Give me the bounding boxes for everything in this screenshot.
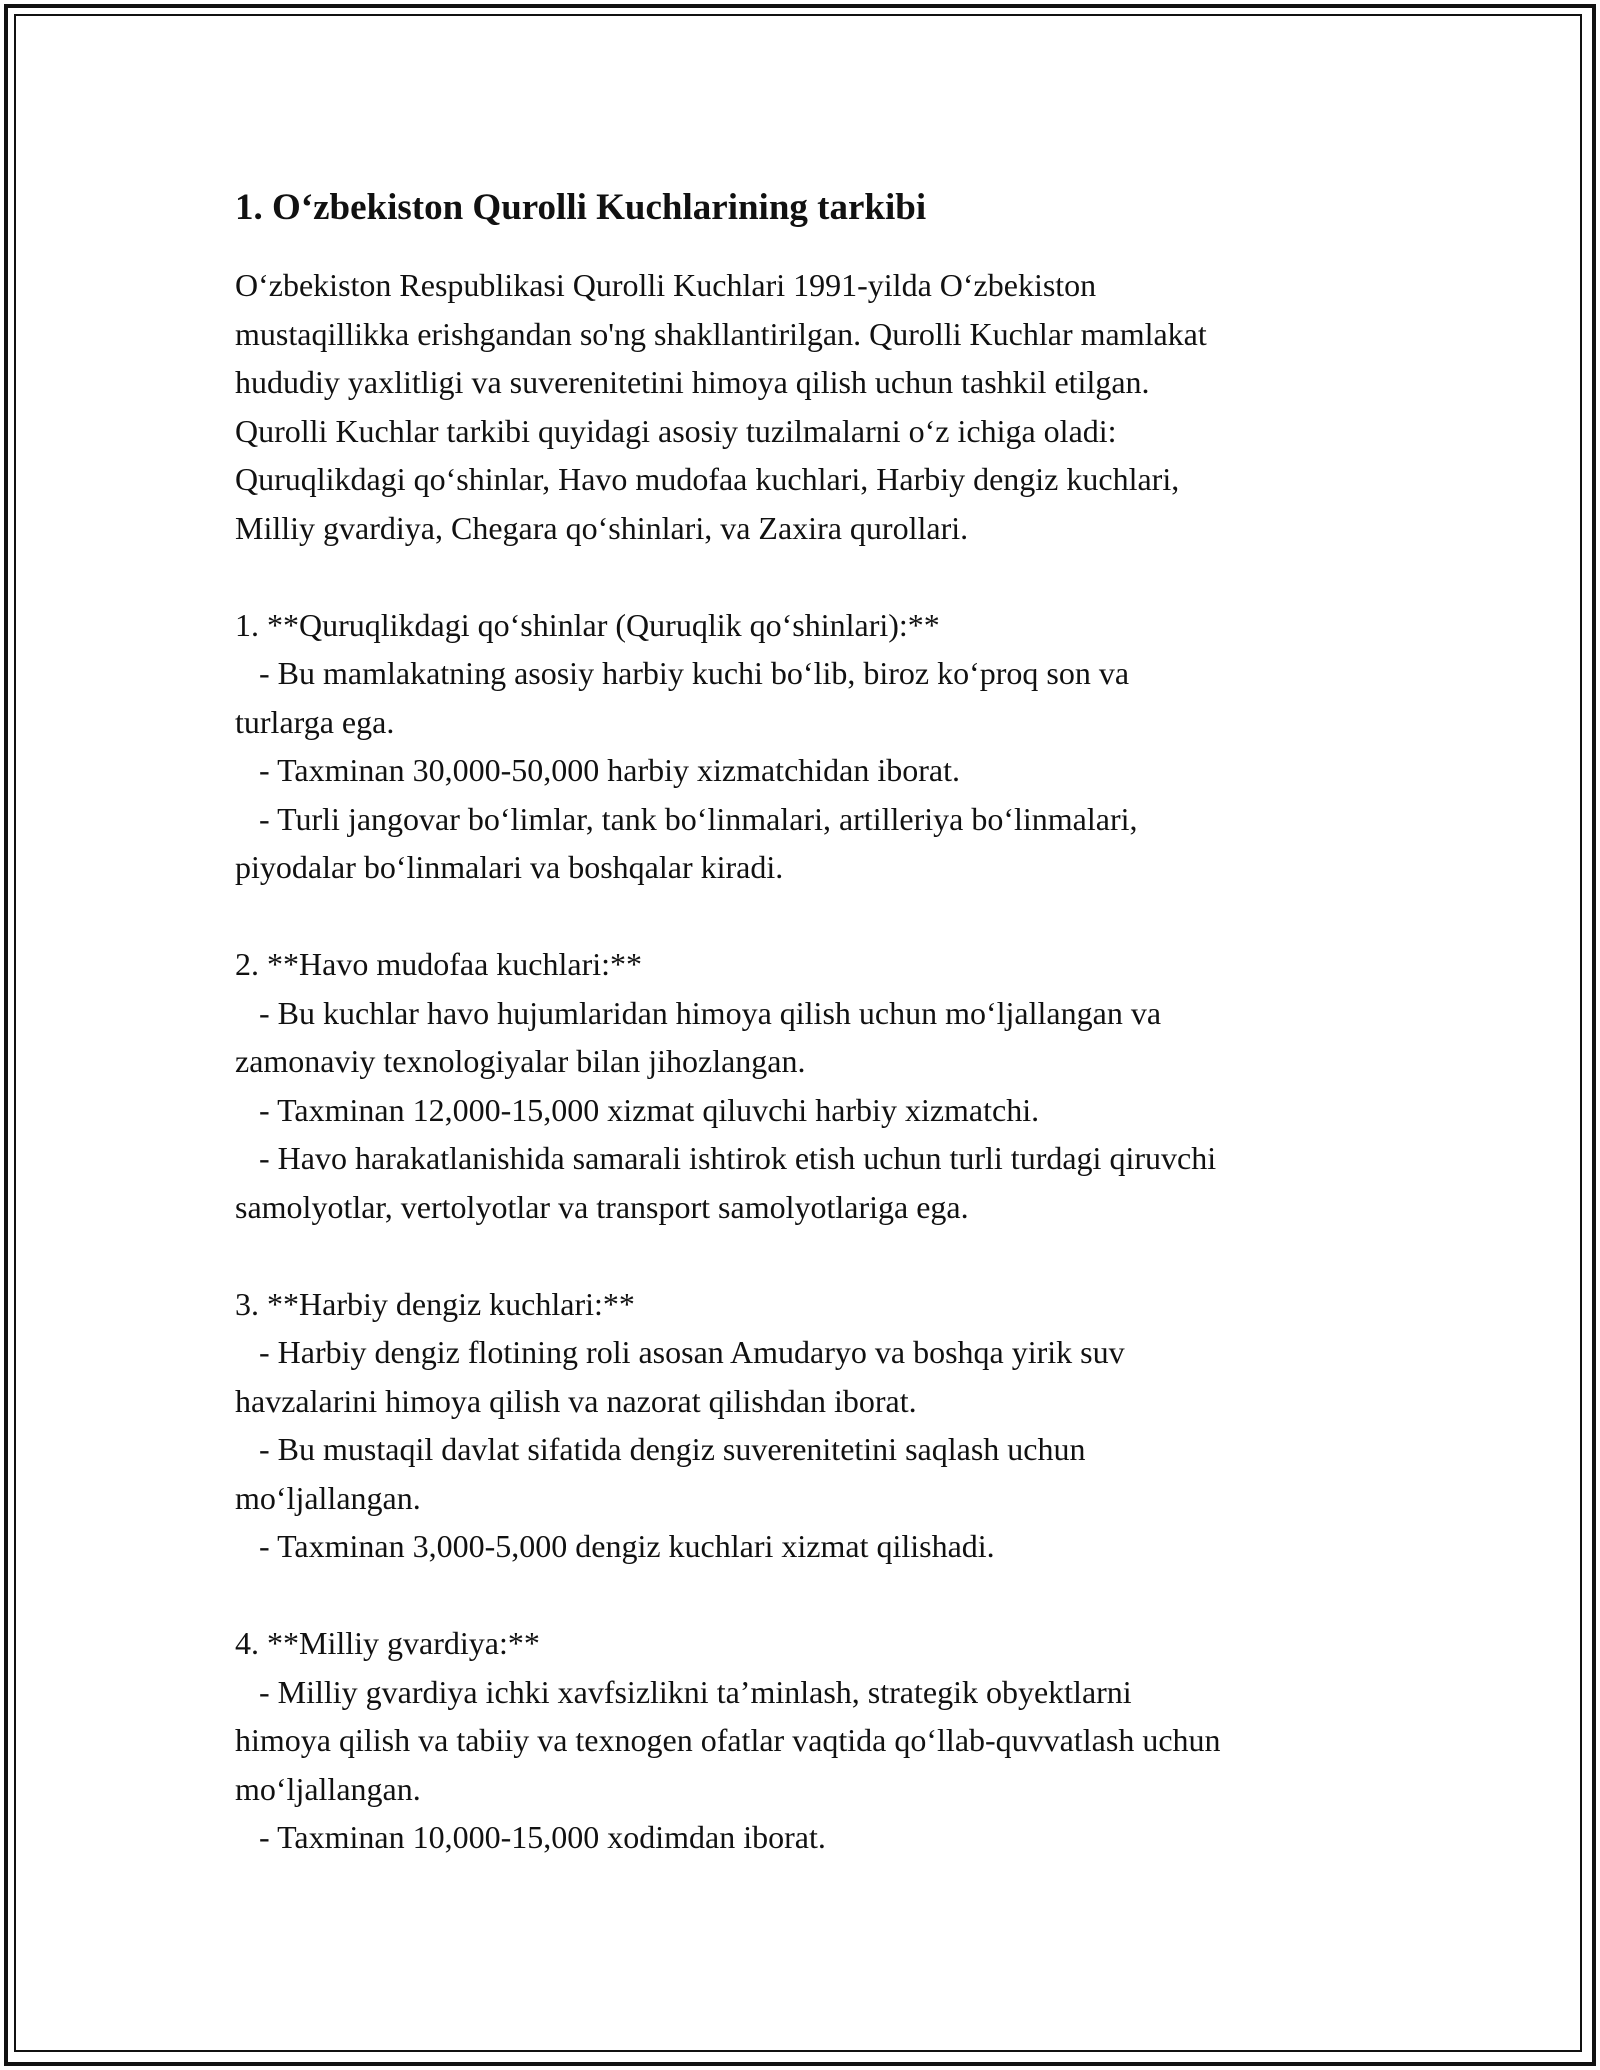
document-page	[235, 186, 1385, 1862]
section-heading: 1. **Quruqlikdagi qo‘shinlar (Quruqlik qo‘shinlari):**	[235, 606, 940, 643]
section-heading: 3. **Harbiy dengiz kuchlari:**	[235, 1285, 635, 1322]
intro-paragraph: O‘zbekiston Respublikasi Qurolli Kuchlari 1991-yilda O‘zbekiston mustaqillikka erishgandan so'ng shakllantirilgan. Qurolli Kuchlar mamlakat hududiy yaxlitligi va suverenitetini himoya qilish uchun tashkil etilgan. Qurolli Kuchlar tarkibi quyidagi asosiy tuzilmalarni o‘z ichiga oladi: Quruqlikdagi qo‘shinlar, Havo mudofaa kuchlari, Harbiy dengiz kuchlari, Milliy gvardiya, Chegara qo‘shinlari, va Zaxira qurollari.	[235, 267, 1207, 546]
list-item: - Havo harakatlanishida samarali ishtirok etish uchun turli turdagi qiruvchi samolyotlar, vertolyotlar va transport samolyotlariga ega.	[235, 1140, 1217, 1225]
list-item: - Milliy gvardiya ichki xavfsizlikni ta’minlash, strategik obyektlarni himoya qilish va tabiiy va texnogen ofatlar vaqtida qo‘llab-quvvatlash uchun mo‘ljallangan.	[235, 1673, 1221, 1807]
list-item: - Bu kuchlar havo hujumlaridan himoya qilish uchun mo‘ljallangan va zamonaviy texnologiyalar bilan jihozlangan.	[235, 994, 1162, 1079]
document-title: 1. O‘zbekiston Qurolli Kuchlarining tarkibi	[235, 187, 927, 228]
section-national-guard	[235, 1619, 1385, 1862]
list-item: - Taxminan 12,000-15,000 xizmat qiluvchi harbiy xizmatchi.	[235, 1091, 1040, 1128]
list-item: - Harbiy dengiz flotining roli asosan Amudaryo va boshqa yirik suv havzalarini himoya qilish va nazorat qilishdan iborat.	[235, 1334, 1125, 1419]
section-heading: 2. **Havo mudofaa kuchlari:**	[235, 946, 642, 982]
list-item: - Bu mustaqil davlat sifatida dengiz suverenitetini saqlash uchun mo‘ljallangan.	[235, 1431, 1086, 1516]
section-air-defense	[235, 940, 1385, 1231]
list-item: - Taxminan 30,000-50,000 harbiy xizmatchidan iborat.	[235, 752, 960, 788]
section-ground-forces	[235, 601, 1385, 892]
list-item: - Turli jangovar bo‘limlar, tank bo‘linmalari, artilleriya bo‘linmalari, piyodalar bo‘linmalari va boshqalar kiradi.	[235, 800, 1138, 885]
list-item: - Taxminan 10,000-15,000 xodimdan iborat.	[235, 1819, 826, 1855]
list-item: - Bu mamlakatning asosiy harbiy kuchi bo‘lib, biroz ko‘proq son va turlarga ega.	[235, 655, 1130, 740]
section-navy	[235, 1280, 1385, 1571]
list-item: - Taxminan 3,000-5,000 dengiz kuchlari xizmat qilishadi.	[235, 1528, 995, 1564]
section-heading: 4. **Milliy gvardiya:**	[235, 1625, 540, 1661]
